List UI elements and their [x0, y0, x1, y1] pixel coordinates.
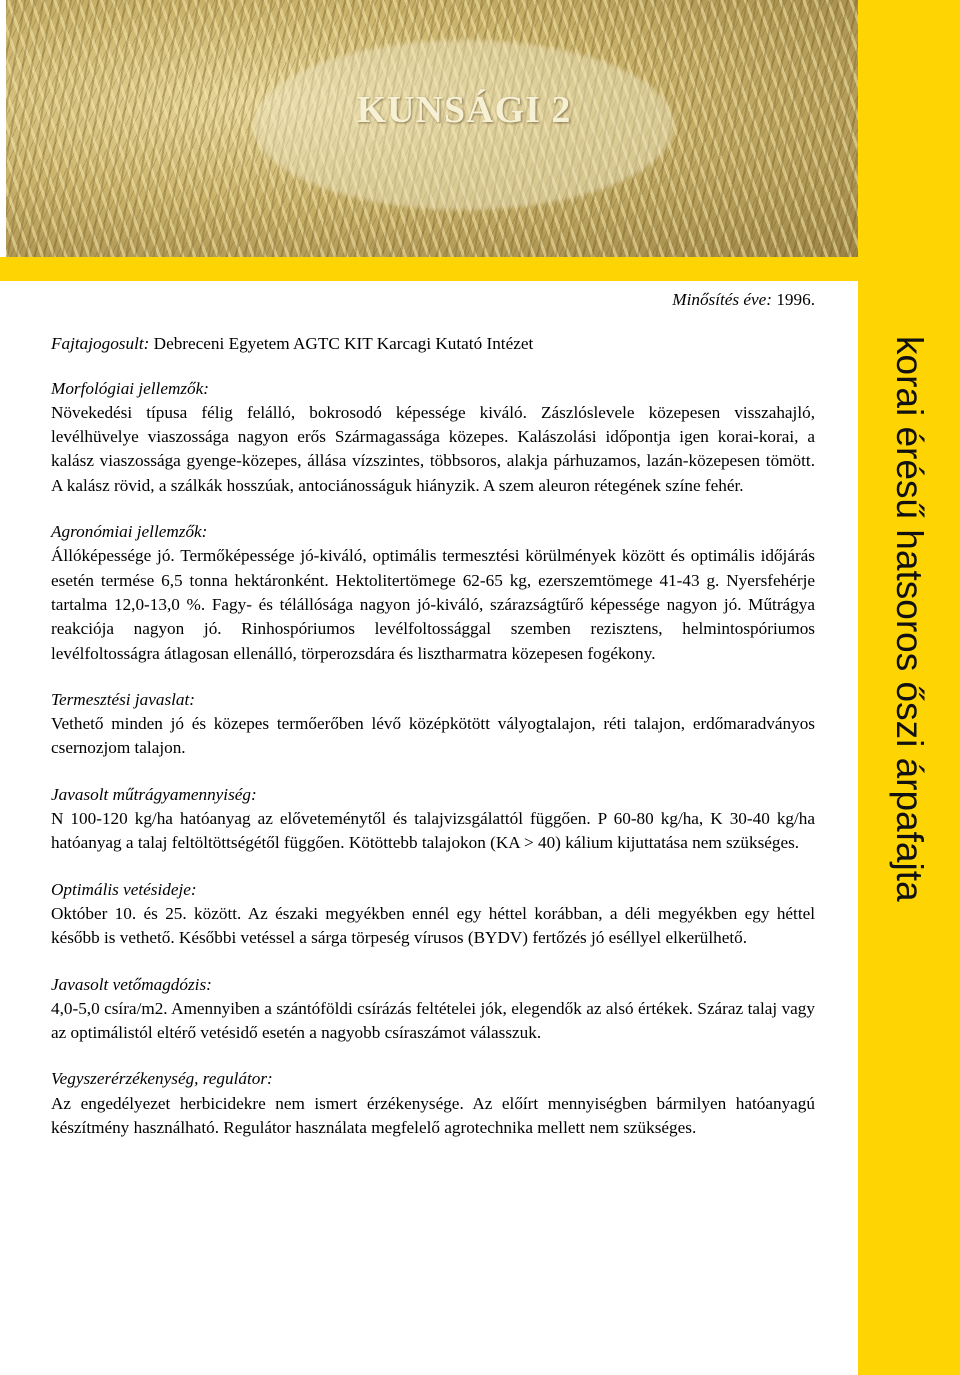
holder-label: Fajtajogosult:: [51, 334, 150, 354]
section-text: N 100-120 kg/ha hatóanyag az előveteménytől és talajvizsgálattól függően. P 60-80 kg/ha, K 30-40 kg/ha hatóanyag a talaj feltöltöttségétől függően. Kötöttebb talajokon (KA > 40) kálium kijuttatása nem szükséges.: [51, 809, 815, 853]
section-title: Vegyszerérzékenység, regulátor:: [51, 1069, 273, 1089]
section-title: Termesztési javaslat:: [51, 689, 196, 709]
section-sowing-time: [51, 878, 815, 951]
section-title: Javasolt vetőmagdózis:: [51, 974, 212, 994]
certification-year: [51, 288, 815, 312]
section-title: Javasolt műtrágyamennyiség:: [51, 784, 257, 804]
holder-value: Debreceni Egyetem AGTC KIT Karcagi Kutató Intézet: [149, 334, 534, 354]
section-seed-rate: [51, 973, 815, 1046]
section-chemical-sensitivity: [51, 1067, 815, 1140]
variety-title: KUNSÁGI 2: [356, 89, 572, 131]
section-morphology: [51, 377, 815, 498]
section-cultivation: [51, 688, 815, 761]
section-title: Optimális vetésideje:: [51, 879, 197, 899]
section-text: Az engedélyezet herbicidekre nem ismert érzékenysége. Az előírt mennyiségben bármilyen hatóanyagú készítmény használható. Regulátor használata megfelelő agrotechnika mellett nem szükséges.: [51, 1093, 815, 1138]
section-agronomy: [51, 520, 815, 666]
certification-value: 1996.: [772, 290, 815, 309]
certification-label: Minősítés éve:: [672, 290, 773, 309]
section-title: Agronómiai jellemzők:: [51, 522, 208, 542]
section-text: Október 10. és 25. között. Az északi megyékben ennél egy héttel korábban, a déli megyékben egy héttel később is vethető. Későbbi vetéssel a sárga törpeség vírusos (BYDV) fertőzés jó eséllyel elkerülhető.: [51, 903, 815, 948]
section-text: 4,0-5,0 csíra/m2. Amennyiben a szántóföldi csírázás feltételei jók, elegendők az alsó értékek. Száraz talaj vagy az optimálistól eltérő vetésidő esetén a nagyobb csíraszámot válasszuk.: [51, 998, 815, 1043]
yellow-bar-top: [0, 257, 960, 281]
section-text: Vethető minden jó és közepes termőerőben lévő középkötött vályogtalajon, réti talajon, erdőmaradványos csernozjom talajon.: [51, 714, 815, 758]
vertical-slogan: korai érésű hatsoros őszi árpafajta: [889, 336, 930, 902]
section-title: Morfológiai jellemzők:: [51, 378, 210, 398]
header-wheat-photo: [6, 0, 858, 257]
section-text: Növekedési típusa félig felálló, bokrosodó képessége kiváló. Zászlóslevele közepesen visszahajló, levélhüvelye viaszossága nagyon erős Szármagassága közepes. Kalászolási időpontja igen korai-korai, a kalász viaszossága gyenge-közepes, állása vízszintes, többsoros, alakja párhuzamos, lazán-közepesen tömött. A kalász rövid, a szálkák hosszúak, antociánosságuk hiányzik. A szem aleuron rétegének színe fehér.: [51, 402, 815, 495]
document-body: [51, 288, 815, 1162]
section-fertilizer: [51, 783, 815, 856]
section-text: Állóképessége jó. Termőképessége jó-kiváló, optimális termesztési körülmények között és optimális időjárás esetén termése 6,5 tonna hektáronként. Hektolitertömege 62-65 kg, ezerszemtömege 41-43 g. Nyersfehérje tartalma 12,0-13,0 %. Fagy- és télállósága nagyon jó-kiváló, szárazságtűrő képessége nagyon jó. Műtrágya reakciója nagyon jó. Rinhospóriumos levélfoltossággal szemben rezisztens, helmintospóriumos levélfoltosságra átlagosan ellenálló, törperozsdára és lisztharmatra közepesen fogékony.: [51, 546, 815, 663]
variety-holder: [51, 332, 815, 356]
